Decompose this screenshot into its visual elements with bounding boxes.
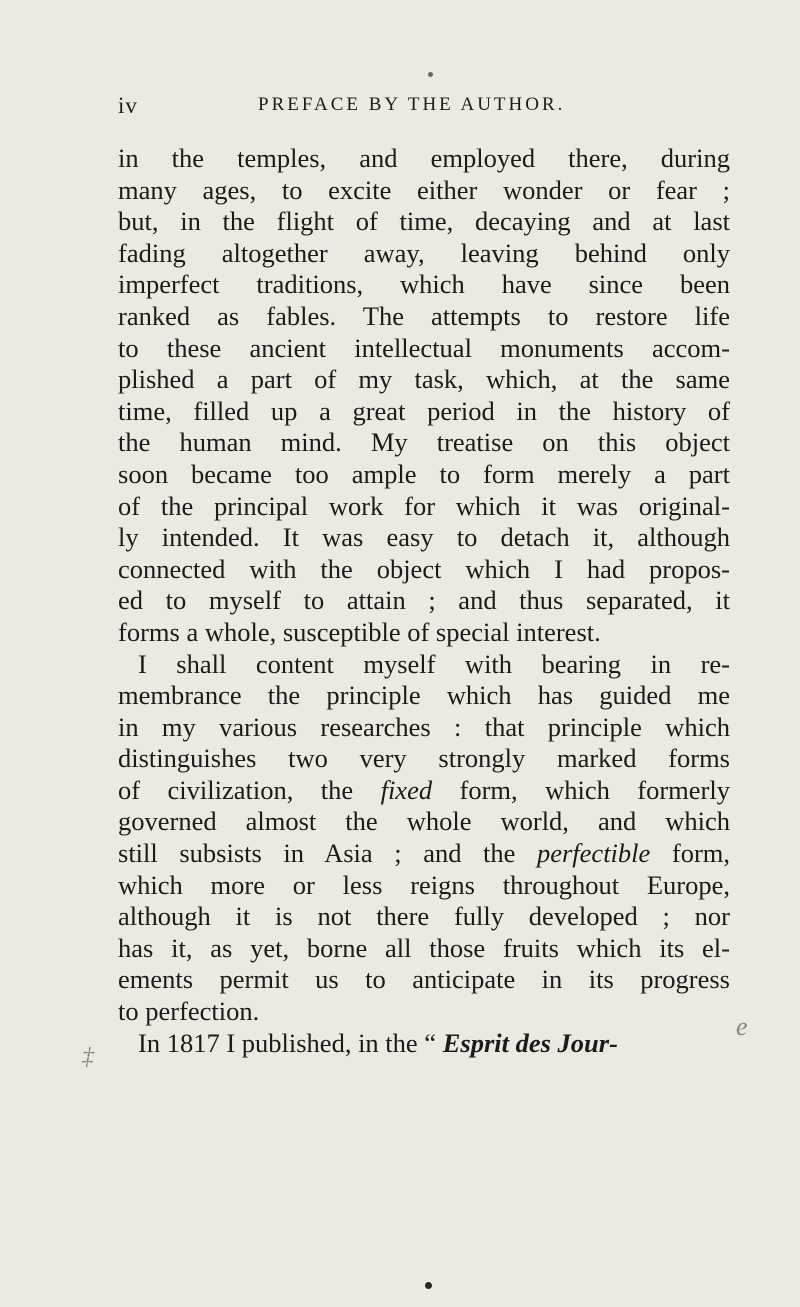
text-line: to perfection. bbox=[118, 996, 260, 1027]
text-line bbox=[118, 1028, 730, 1060]
text-line: ranked as fables. The attempts to restore life bbox=[118, 300, 730, 331]
text-line: connected with the object which I had propos- bbox=[118, 553, 730, 584]
ink-speck bbox=[425, 1282, 432, 1289]
text-line: distinguishes two very strongly marked forms bbox=[118, 743, 730, 774]
text-line: many ages, to excite either wonder or fear ; bbox=[118, 174, 730, 205]
margin-annotation: e bbox=[736, 1012, 748, 1041]
text-line: plished a part of my task, which, at the same bbox=[118, 364, 730, 395]
italic-term-perfectible: perfectible bbox=[536, 838, 651, 869]
text-line: imperfect traditions, which have since been bbox=[118, 269, 730, 300]
running-head: PREFACE BY THE AUTHOR. bbox=[258, 94, 566, 115]
italic-title: Esprit des Jour- bbox=[442, 1027, 618, 1058]
text-line: fading altogether away, leaving behind only bbox=[118, 237, 730, 268]
text-run: still subsists in Asia ; and the bbox=[118, 838, 537, 869]
text-line: in my various researches : that principle which bbox=[118, 711, 730, 742]
text-line: in the temples, and employed there, during bbox=[118, 143, 730, 173]
text-line: forms a whole, susceptible of special interest. bbox=[118, 616, 601, 647]
text-line: of the principal work for which it was original- bbox=[118, 490, 730, 521]
text-line: governed almost the whole world, and which bbox=[118, 806, 730, 837]
text-run: In 1817 I published, in the “ bbox=[138, 1027, 443, 1058]
text-line: ly intended. It was easy to detach it, although bbox=[118, 522, 730, 553]
text-line: has it, as yet, borne all those fruits which its el- bbox=[118, 932, 730, 963]
text-line: membrance the principle which has guided me bbox=[118, 680, 730, 711]
text-line: time, filled up a great period in the history of bbox=[118, 395, 730, 426]
text-run: form, bbox=[650, 838, 731, 869]
text-line: to these ancient intellectual monuments accom- bbox=[118, 332, 730, 363]
text-line: which more or less reigns throughout Europe, bbox=[118, 869, 730, 900]
page-header bbox=[118, 93, 728, 123]
text-line: but, in the flight of time, decaying and at last bbox=[118, 206, 730, 237]
text-line bbox=[118, 838, 730, 870]
text-line bbox=[118, 775, 730, 807]
text-line: the human mind. My treatise on this object bbox=[118, 427, 730, 458]
italic-term-fixed: fixed bbox=[380, 774, 433, 805]
text-line: ed to myself to attain ; and thus separated, it bbox=[118, 585, 730, 616]
page-number: iv bbox=[118, 93, 138, 118]
text-line: although it is not there fully developed ; nor bbox=[118, 901, 730, 932]
text-line: soon became too ample to form merely a part bbox=[118, 458, 730, 489]
body-text bbox=[118, 143, 730, 1059]
text-line: I shall content myself with bearing in re- bbox=[138, 648, 730, 679]
margin-annotation: ‡ bbox=[82, 1044, 94, 1070]
ink-speck bbox=[428, 72, 433, 77]
text-run: of civilization, the bbox=[118, 774, 381, 805]
text-run: form, which formerly bbox=[432, 774, 730, 805]
text-line: ements permit us to anticipate in its progress bbox=[118, 964, 730, 995]
